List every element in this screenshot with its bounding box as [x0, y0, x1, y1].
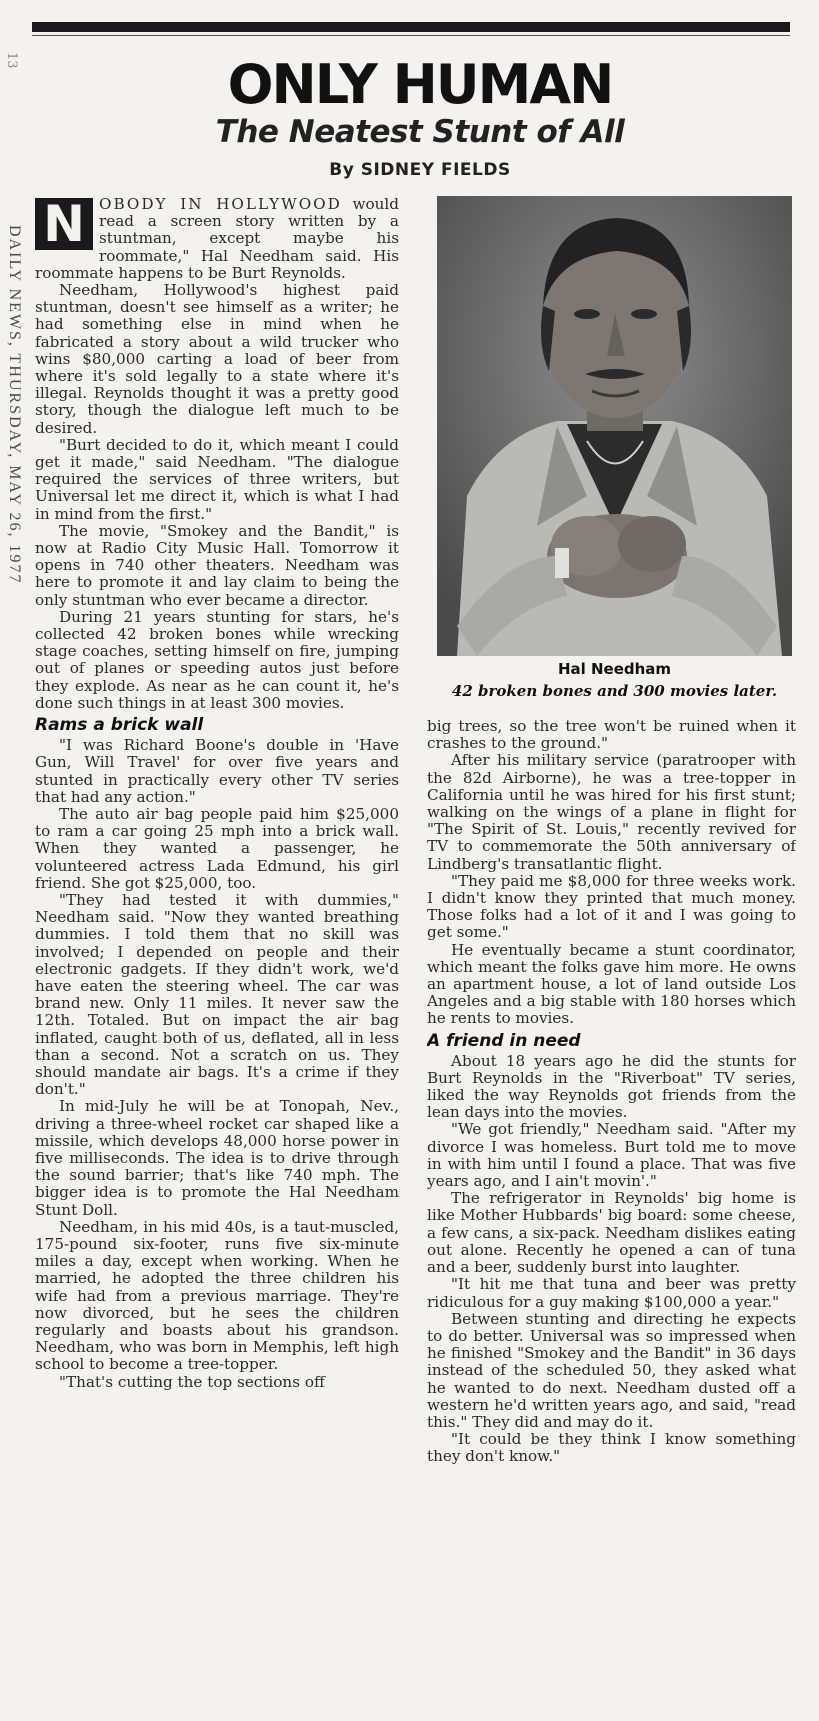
paragraph: The movie, "Smokey and the Bandit," is now at Radio City Music Hall. Tomorrow it opens in 740 other theaters. Needham was here to promote it and lay claim to being the only stuntman who ever became a director. — [35, 521, 399, 609]
paragraph: "That's cutting the top sections off — [59, 1372, 325, 1391]
headline: ONLY HUMAN — [227, 53, 613, 116]
page-number: 13 — [4, 52, 19, 69]
paragraph: Between stunting and directing he expects to do better. Universal was so impressed when he finished "Smokey and the Bandit" in 36 days instead of the scheduled 50, they asked what he wanted to do next. Needham dusted off a western he'd written years ago, and said, "read this." They did and may do it. — [427, 1309, 796, 1431]
portrait-photo — [437, 196, 792, 656]
paragraph: The refrigerator in Reynolds' big home is like Mother Hubbards' big board: some cheese, a few cans, a six-pack. Needham dislikes eating out alone. Recently he opened a can of tuna and a beer, suddenly burst into laughter. — [427, 1189, 796, 1277]
paragraph: Needham, Hollywood's highest paid stuntman, doesn't see himself as a writer; he had something else in mind when he fabricated a story about a wild trucker who wins $80,000 carting a load of beer from where it's sold legally to a state where it's illegal. Reynolds thought it was a pretty good story, though the dialogue left much to be desired. — [35, 281, 399, 437]
paragraph: Needham, in his mid 40s, is a taut-muscled, 175-pound six-footer, runs five six-minute miles a day, except when working. When he married, he adopted the three children his wife had from a previous marriage. They're now divorced, but he sees the children regularly and boasts about his grandson. Needham, who was born in Memphis, left high school to become a tree-topper. — [35, 1217, 399, 1374]
photo-caption: 42 broken bones and 300 movies later. — [451, 682, 778, 700]
right-column — [427, 718, 796, 1718]
paragraph: "They paid me $8,000 for three weeks work. I didn't know they printed that much money. Those folks had a lot of it and I was going to get some." — [427, 871, 796, 942]
portrait-illustration — [437, 196, 792, 656]
paragraph: "We got friendly," Needham said. "After my divorce I was homeless. Burt told me to move in with him until I found a place. That was five years ago, and I ain't movin'." — [427, 1120, 796, 1191]
lede-paragraph — [35, 196, 399, 282]
section-subhead: A friend in need — [427, 1030, 581, 1051]
paragraph: He eventually became a stunt coordinator, which meant the folks gave him more. He owns an apartment house, a lot of land outside Los Angeles and a big stable with 180 horses which he rents to movies. — [427, 940, 796, 1028]
left-column — [35, 196, 399, 1716]
drop-cap: N — [35, 198, 93, 250]
photo-caption-name: Hal Needham — [557, 660, 672, 678]
paragraph: About 18 years ago he did the stunts for Burt Reynolds in the "Riverboat" TV series, liked the way Reynolds got friends from the lean days into the movies. — [427, 1051, 796, 1122]
byline: By SIDNEY FIELDS — [329, 160, 511, 180]
paragraph: "It could be they think I know something they don't know." — [427, 1430, 796, 1466]
top-rule-thin — [32, 35, 790, 36]
paragraph: After his military service (paratrooper with the 82d Airborne), he was a tree-topper in California until he was hired for his first stunt; walking on the wings of a plane in flight for "The Spirit of St. Louis," recently revived for TV to commemorate the 50th anniversary of Lindberg's transatlantic flight. — [427, 751, 796, 873]
paragraph: During 21 years stunting for stars, he's collected 42 broken bones while wrecking stage coaches, setting himself on fire, jumping out of planes or speeding autos just before they explode. As near as he can count it, he's done such things in at least 300 movies. — [35, 607, 399, 712]
top-rule — [32, 22, 790, 32]
paragraph: "Burt decided to do it, which meant I could get it made," said Needham. "The dialogue required the services of three writers, but Universal let me direct it, which is what I had in mind from the first." — [35, 435, 399, 523]
paragraph: The auto air bag people paid him $25,000 to ram a car going 25 mph into a brick wall. When they wanted a passenger, he volunteered actress Lada Edmund, his girl friend. She got $25,000, too. — [35, 804, 399, 892]
paragraph: big trees, so the tree won't be ruined when it crashes to the ground." — [427, 718, 796, 753]
dateline: DAILY NEWS, THURSDAY, MAY 26, 1977 — [6, 225, 23, 585]
subheadline: The Neatest Stunt of All — [215, 114, 625, 150]
section-subhead: Rams a brick wall — [35, 715, 204, 736]
paragraph: "It hit me that tuna and beer was pretty ridiculous for a guy making $100,000 a year." — [427, 1275, 796, 1311]
lede-caps: OBODY IN HOLLYWOOD — [99, 196, 342, 213]
paragraph: In mid-July he will be at Tonopah, Nev., driving a three-wheel rocket car shaped like a missile, which develops 48,000 horse power in five milliseconds. The idea is to drive through the sound barrier; that's like 740 mph. The bigger idea is to promote the Hal Needham Stunt Doll. — [35, 1097, 399, 1219]
paragraph: "I was Richard Boone's double in 'Have Gun, Will Travel' for over five years and stunted in practically every other TV series that had any action." — [35, 736, 399, 806]
lede-text: would read a screen story written by a stuntman, except maybe his roommate," Hal Needham said. His roommate happens to be Burt Reynolds. — [35, 196, 399, 282]
paragraph: "They had tested it with dummies," Needham said. "Now they wanted breathing dummies. I told them that no skill was involved; I depended on people and their electronic gadgets. If they didn't work, we'd have eaten the steering wheel. The car was brand new. Only 11 miles. It never saw the 12th. Totaled. But on impact the air bag inflated, caught both of us, deflated, all in less than a second. Not a scratch on us. They should mandate air bags. It's a crime if they don't." — [35, 890, 399, 1099]
